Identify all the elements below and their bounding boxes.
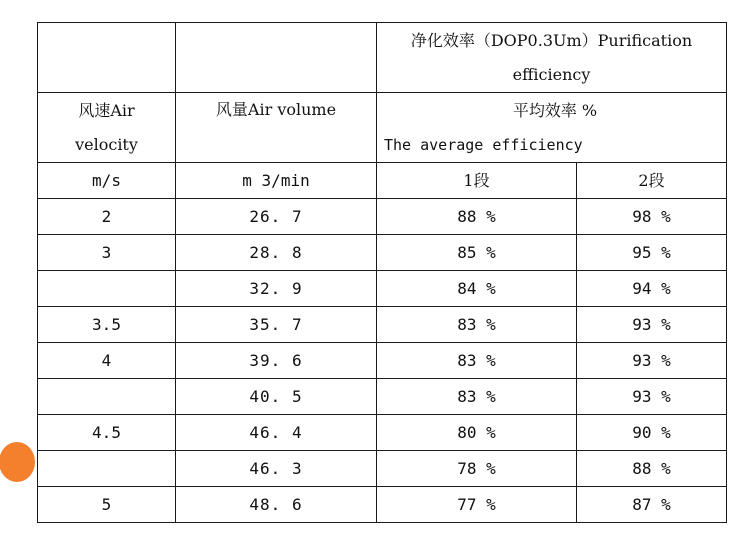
volume-cell: 26. 7 — [176, 199, 377, 235]
table-row — [38, 379, 727, 415]
stage1-header-cell: 1段 — [377, 163, 577, 199]
velocity-cell — [38, 379, 176, 415]
velocity-unit-cell: m/s — [38, 163, 176, 199]
stage1-cell: 80 % — [377, 415, 577, 451]
table-row — [38, 487, 727, 523]
velocity-cell: 5 — [38, 487, 176, 523]
stage1-cell: 84 % — [377, 271, 577, 307]
header-empty-cell-2 — [176, 23, 377, 93]
purification-title: 净化效率（DOP0.3Um）Purification efficiency — [410, 30, 693, 84]
volume-cell: 39. 6 — [176, 343, 377, 379]
table-row — [38, 451, 727, 487]
air-volume-label: 风量Air volume — [215, 100, 337, 119]
volume-cell: 46. 3 — [176, 451, 377, 487]
volume-cell: 28. 8 — [176, 235, 377, 271]
stage1-cell: 85 % — [377, 235, 577, 271]
efficiency-table — [37, 22, 727, 523]
volume-unit-cell: m 3/min — [176, 163, 377, 199]
table-row — [38, 307, 727, 343]
stage2-cell: 88 % — [577, 451, 727, 487]
average-efficiency-cn-label: 平均效率 % — [512, 100, 598, 120]
volume-cell: 48. 6 — [176, 487, 377, 523]
stage1-cell: 88 % — [377, 199, 577, 235]
velocity-cell — [38, 271, 176, 307]
volume-cell: 46. 4 — [176, 415, 377, 451]
velocity-cell: 4.5 — [38, 415, 176, 451]
stage1-cell: 78 % — [377, 451, 577, 487]
air-volume-header-cell — [176, 93, 377, 163]
orange-circle-marker — [0, 442, 35, 482]
stage2-cell: 93 % — [577, 307, 727, 343]
stage2-header-cell: 2段 — [577, 163, 727, 199]
stage2-cell: 93 % — [577, 379, 727, 415]
stage1-cell: 83 % — [377, 307, 577, 343]
unit-row — [38, 163, 727, 199]
velocity-cell — [38, 451, 176, 487]
header-row-title — [38, 23, 727, 93]
stage2-cell: 93 % — [577, 343, 727, 379]
table-row — [38, 271, 727, 307]
stage2-cell: 94 % — [577, 271, 727, 307]
header-row-labels — [38, 93, 727, 163]
stage2-cell: 98 % — [577, 199, 727, 235]
average-efficiency-header-cell — [377, 93, 727, 163]
stage1-cell: 83 % — [377, 379, 577, 415]
header-empty-cell-1 — [38, 23, 176, 93]
table-row — [38, 343, 727, 379]
stage2-cell: 90 % — [577, 415, 727, 451]
volume-cell: 40. 5 — [176, 379, 377, 415]
table-row — [38, 415, 727, 451]
volume-cell: 35. 7 — [176, 307, 377, 343]
volume-cell: 32. 9 — [176, 271, 377, 307]
stage1-cell: 83 % — [377, 343, 577, 379]
stage2-cell: 95 % — [577, 235, 727, 271]
stage1-cell: 77 % — [377, 487, 577, 523]
air-velocity-header-cell — [38, 93, 176, 163]
velocity-cell: 4 — [38, 343, 176, 379]
velocity-cell: 3 — [38, 235, 176, 271]
table-row — [38, 235, 727, 271]
stage2-cell: 87 % — [577, 487, 727, 523]
air-velocity-label: 风速Air velocity — [75, 100, 138, 154]
average-efficiency-en-label: The average efficiency — [384, 135, 583, 154]
purification-title-cell — [377, 23, 727, 93]
table-row — [38, 199, 727, 235]
velocity-cell: 3.5 — [38, 307, 176, 343]
velocity-cell: 2 — [38, 199, 176, 235]
efficiency-table-container — [37, 22, 726, 521]
